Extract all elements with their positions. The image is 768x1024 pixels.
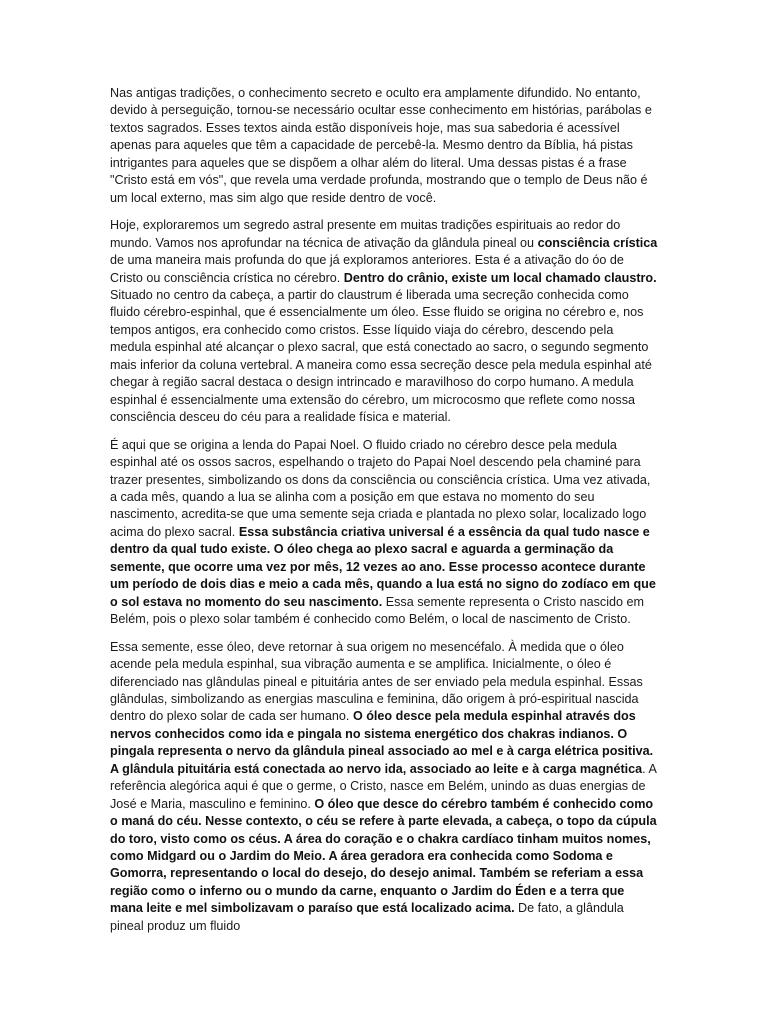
text-run: Nas antigas tradições, o conhecimento secreto e oculto era amplamente difundido. No entanto, devido à perseguição, tornou-se necessário ocultar esse conhecimento em histórias, parábolas e textos sagrados. Esses textos ainda estão disponíveis hoje, mas sua sabedoria é acessível apenas para aqueles que têm a capacidade de percebê-la. Mesmo dentro da Bíblia, há pistas intrigantes para aqueles que se dispõem a olhar além do literal. Uma dessas pistas é a frase "Cristo está em vós", que revela uma verdade profunda, mostrando que o templo de Deus não é um local externo, mas sim algo que reside dentro de você. [110,86,652,205]
text-run: . A referência alegórica aqui é que o germe, o Cristo, nasce em Belém, unindo as duas energias de José e Maria, masculino e feminino. [110,761,657,811]
bold-text-run: Dentro do crânio, existe um local chamado claustro. [343,270,657,285]
bold-text-run: consciência crística [537,235,658,250]
paragraph-4 [110,639,658,936]
text-run: Essa semente, esse óleo, deve retornar à sua origem no mesencéfalo. À medida que o óleo acende pela medula espinhal, sua vibração aumenta e se amplifica. Inicialmente, o óleo é diferenciado nas glândulas pineal e pituitária antes de ser enviado pela medula espinhal. Essas glândulas, simbolizando as energias masculina e feminina, dão origem à pró-espiritual nascida dentro do plexo solar de cada ser humano. [110,639,643,724]
paragraph-1 [110,85,658,207]
text-run: É aqui que se origina a lenda do Papai Noel. O fluido criado no cérebro desce pela medula espinhal até os ossos sacros, espelhando o trajeto do Papai Noel descendo pela chaminé para trazer presentes, simbolizando os dons da consciência ou consciência crística. Uma vez ativada, a cada mês, quando a lua se alinha com a posição em que estava no momento do seu nascimento, acredita-se que uma semente seja criada e plantada no plexo solar, localizado logo acima do plexo sacral. [110,437,651,539]
text-run: De fato, a glândula pineal produz um fluido [110,901,624,933]
paragraph-3 [110,437,658,629]
bold-text-run: O óleo desce pela medula espinhal através dos nervos conhecidos como ida e pingala no sistema energético dos chakras indianos. O pingala representa o nervo da glândula pineal associado ao mel e à carga elétrica positiva. A glândula pituitária está conectada ao nervo ida, associado ao leite e à carga magnética [110,709,654,776]
text-run: Essa semente representa o Cristo nascido em Belém, pois o plexo solar também é conhecido como Belém, o local de nascimento de Cristo. [110,594,645,627]
bold-text-run: Essa substância criativa universal é a essência da qual tudo nasce e dentro da qual tudo existe. O óleo chega ao plexo sacral e aguarda a germinação da semente, que ocorre uma vez por mês, 12 vezes ao ano. Esse processo acontece durante um período de dois dias e meio a cada mês, quando a lua está no signo do zodíaco em que o sol estava no momento do seu nascimento. [110,524,656,609]
text-run: Hoje, exploraremos um segredo astral presente em muitas tradições espirituais ao redor do mundo. Vamos nos aprofundar na técnica de ativação da glândula pineal ou [110,218,621,250]
bold-text-run: O óleo que desce do cérebro também é conhecido como o maná do céu. Nesse contexto, o céu se refere à parte elevada, a cabeça, o topo da cúpula do toro, visto como os céus. A área do coração e o chakra cardíaco tinham muitos nomes, como Midgard ou o Jardim do Meio. A área geradora era conhecida como Sodoma e Gomorra, representando o local do desejo, do desejo animal. Também se referiam a essa região como o inferno ou o mundo da carne, enquanto o Jardim do Éden e a terra que mana leite e mel simbolizavam o paraíso que está localizado acima. [110,796,657,916]
text-run: de uma maneira mais profunda do que já exploramos anteriores. Esta é a ativação do óo de Cristo ou consciência crística no cérebro. [110,253,624,285]
paragraph-2 [110,217,658,426]
text-run: Situado no centro da cabeça, a partir do claustrum é liberada uma secreção conhecida como fluido cérebro-espinhal, que é essencialmente um óleo. Esse fluido se origina no cérebro e, nos tempos antigos, era conhecido como cristos. Esse líquido viaja do cérebro, descendo pela medula espinhal até alcançar o plexo sacral, que está conectado ao sacro, o segundo segmento mais inferior da coluna vertebral. A maneira como essa secreção desce pela medula espinhal até chegar à região sacral destaca o design intrincado e maravilhoso do corpo humano. A medula espinhal é essencialmente uma extensão do cérebro, um microcosmo que reflete como nossa consciência desceu do céu para a realidade física e material. [110,287,652,425]
document-body [110,85,658,945]
